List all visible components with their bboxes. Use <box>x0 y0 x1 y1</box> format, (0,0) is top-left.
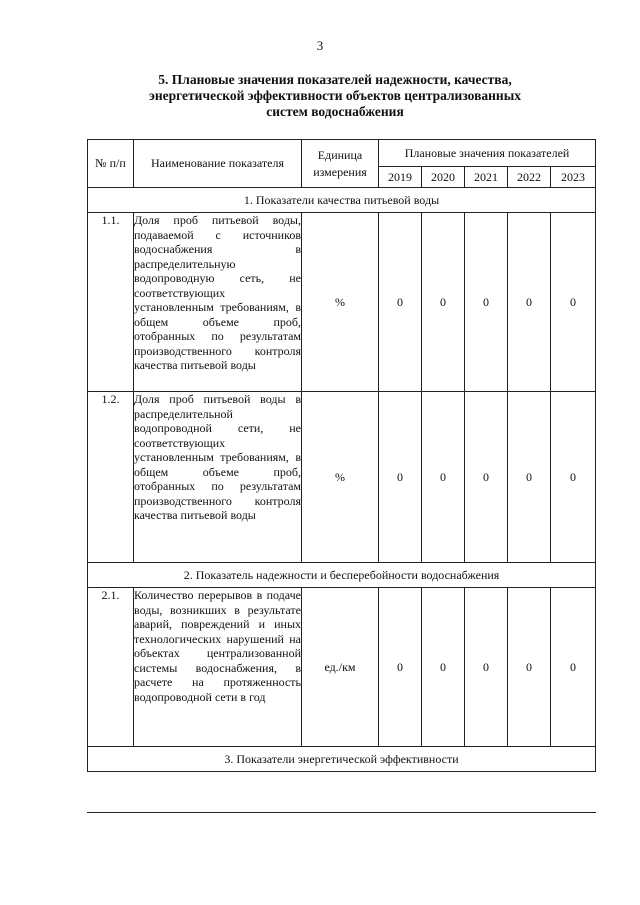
value-cell: 0 <box>422 392 465 563</box>
section-title: 2. Показатель надежности и бесперебойности водоснабжения <box>88 563 596 588</box>
heading-line-3: систем водоснабжения <box>266 104 404 119</box>
value-cell: 0 <box>379 213 422 392</box>
page-number: 3 <box>316 38 324 53</box>
header-year: 2021 <box>465 167 508 188</box>
indicator-name: Доля проб питьевой воды в распределительной водопроводной сети, не соответствующих установленным требованиям, в общем объеме проб, отобранных по результатам производственного контроля качества питьевой воды <box>134 392 302 563</box>
header-unit <box>302 140 379 188</box>
unit-cell: ед./км <box>302 588 379 747</box>
section-title: 3. Показатели энергетической эффективности <box>88 747 596 772</box>
value-cell: 0 <box>422 213 465 392</box>
indicators-table <box>87 139 596 772</box>
heading-line-1: 5. Плановые значения показателей надежности, качества, <box>158 72 512 87</box>
value-cell: 0 <box>379 588 422 747</box>
value-cell: 0 <box>465 392 508 563</box>
unit-cell: % <box>302 392 379 563</box>
section-row <box>88 747 596 772</box>
value-cell: 0 <box>508 213 551 392</box>
indicator-name: Доля проб питьевой воды, подаваемой с источников водоснабжения в распределительную водопроводную сеть, не соответствующих установленным требованиям, в общем объеме проб, отобранных по результатам производственного контроля качества питьевой воды <box>134 213 302 392</box>
table-header <box>88 140 596 188</box>
value-cell: 0 <box>551 588 596 747</box>
indicator-name: Количество перерывов в подаче воды, возникших в результате аварий, повреждений и иных технологических нарушений на объектах централизованной системы водоснабжения, в расчете на протяженность водопроводной сети в год <box>134 588 302 747</box>
heading-line-2: энергетической эффективности объектов централизованных <box>148 88 521 103</box>
header-year: 2022 <box>508 167 551 188</box>
header-year: 2019 <box>379 167 422 188</box>
row-number: 1.2. <box>88 392 134 563</box>
table-continuation-line <box>87 812 596 813</box>
value-cell: 0 <box>465 588 508 747</box>
unit-cell: % <box>302 213 379 392</box>
value-cell: 0 <box>551 392 596 563</box>
document-heading <box>60 72 610 120</box>
section-row <box>88 563 596 588</box>
value-cell: 0 <box>508 392 551 563</box>
value-cell: 0 <box>379 392 422 563</box>
header-indicator-name: Наименование показателя <box>134 140 302 188</box>
table-row <box>88 588 596 747</box>
header-number: № п/п <box>88 140 134 188</box>
section-row <box>88 188 596 213</box>
table-body <box>88 188 596 772</box>
header-unit-line-2: измерения <box>313 164 367 179</box>
table-row <box>88 392 596 563</box>
value-cell: 0 <box>422 588 465 747</box>
row-number: 1.1. <box>88 213 134 392</box>
header-year: 2020 <box>422 167 465 188</box>
header-year: 2023 <box>551 167 596 188</box>
value-cell: 0 <box>465 213 508 392</box>
value-cell: 0 <box>551 213 596 392</box>
header-planned-values: Плановые значения показателей <box>379 140 596 167</box>
section-title: 1. Показатели качества питьевой воды <box>88 188 596 213</box>
value-cell: 0 <box>508 588 551 747</box>
header-unit-line-1: Единица <box>317 147 363 162</box>
row-number: 2.1. <box>88 588 134 747</box>
table-row <box>88 213 596 392</box>
